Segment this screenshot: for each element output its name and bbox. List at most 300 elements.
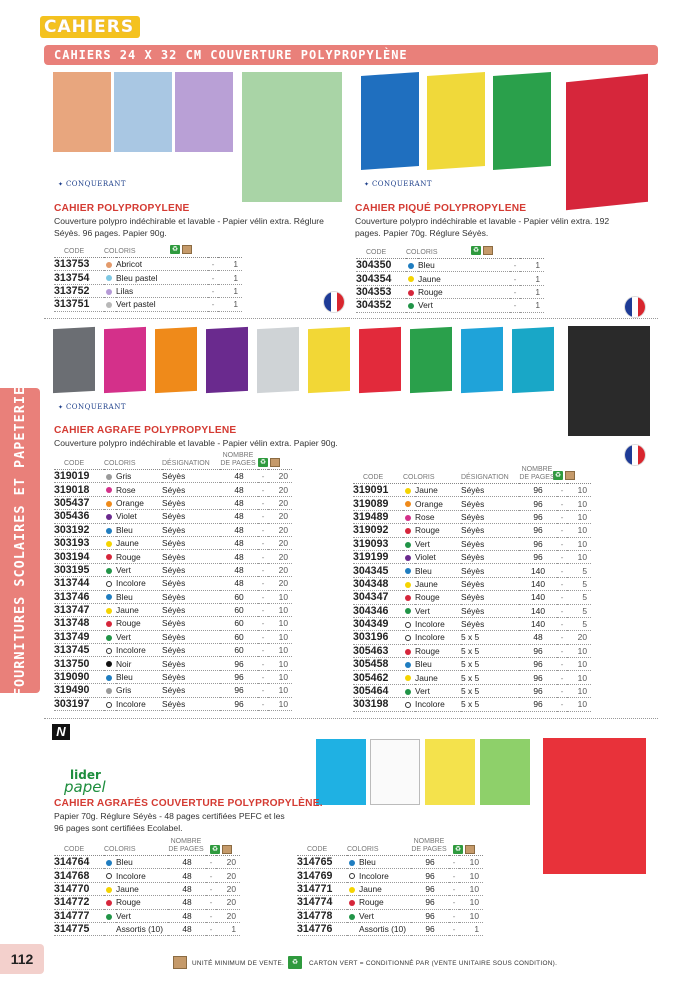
quantity-cell: 10 bbox=[567, 497, 591, 510]
designation-cell: 5 x 5 bbox=[461, 631, 519, 644]
notebook-image-noir bbox=[568, 326, 650, 436]
section-title: CAHIERS bbox=[40, 16, 140, 38]
quantity-cell: 20 bbox=[268, 510, 292, 523]
brand-logo: ✦ CONQUERANT bbox=[364, 180, 432, 188]
designation-cell: Séyès bbox=[461, 564, 519, 577]
coloris-cell: Vert bbox=[415, 537, 461, 550]
quantity-cell: 1 bbox=[218, 298, 242, 311]
table-row bbox=[353, 671, 591, 684]
coloris-cell: Jaune bbox=[116, 536, 162, 549]
quantity-cell: 10 bbox=[567, 550, 591, 563]
quantity-cell: 10 bbox=[268, 603, 292, 616]
product-code: 313753 bbox=[54, 258, 104, 271]
product-code: 304348 bbox=[353, 577, 403, 590]
color-dot-cell bbox=[104, 271, 116, 284]
quantity-cell: 10 bbox=[459, 882, 483, 895]
quantity-cell: 10 bbox=[268, 590, 292, 603]
color-dot bbox=[405, 662, 411, 668]
dash-cell: - bbox=[258, 523, 268, 536]
table-row bbox=[54, 617, 292, 630]
pages-cell: 96 bbox=[519, 484, 557, 497]
header-pages: NOMBRE DE PAGES bbox=[220, 452, 258, 470]
designation-cell: Séyès bbox=[162, 697, 220, 710]
pages-cell: 96 bbox=[519, 684, 557, 697]
coloris-cell: Incolore bbox=[116, 697, 162, 710]
product-code: 303198 bbox=[353, 698, 403, 711]
dash-cell: - bbox=[557, 631, 567, 644]
coloris-cell: Jaune bbox=[359, 882, 411, 895]
green-carton-icon: ♻ bbox=[454, 846, 462, 854]
quantity-cell: 20 bbox=[216, 869, 240, 882]
pages-cell: 96 bbox=[220, 657, 258, 670]
color-dot bbox=[106, 581, 112, 587]
table-row bbox=[297, 882, 483, 895]
color-dot bbox=[106, 289, 112, 295]
notebook-image-rouge bbox=[566, 74, 648, 211]
pages-cell: 48 bbox=[220, 550, 258, 563]
quantity-cell: 10 bbox=[459, 909, 483, 922]
dash-cell: - bbox=[449, 869, 459, 882]
color-dot bbox=[405, 622, 411, 628]
designation-cell: Séyès bbox=[162, 644, 220, 657]
header-qty bbox=[216, 838, 240, 856]
color-dot bbox=[106, 675, 112, 681]
color-dot bbox=[106, 661, 112, 667]
notebook-image-incolore bbox=[257, 327, 299, 393]
notebook-image-gris bbox=[53, 327, 95, 393]
dash-cell: - bbox=[449, 856, 459, 869]
product-table bbox=[356, 249, 544, 313]
color-dot bbox=[405, 649, 411, 655]
header-spacer bbox=[449, 838, 459, 856]
product-code: 305437 bbox=[54, 496, 104, 509]
product-code: 313744 bbox=[54, 577, 104, 590]
coloris-cell: Gris bbox=[116, 470, 162, 483]
color-dot bbox=[405, 608, 411, 614]
color-dot bbox=[408, 303, 414, 309]
notebook-image-jaune bbox=[308, 327, 350, 393]
table-row bbox=[297, 896, 483, 909]
pages-cell: 140 bbox=[519, 617, 557, 630]
pages-cell: 48 bbox=[168, 922, 206, 935]
table-row bbox=[54, 510, 292, 523]
quantity-cell: 10 bbox=[567, 510, 591, 523]
table-row bbox=[54, 550, 292, 563]
designation-cell: 5 x 5 bbox=[461, 684, 519, 697]
table-row bbox=[54, 298, 242, 311]
header-coloris: COLORIS bbox=[104, 838, 168, 856]
product-code: 303196 bbox=[353, 631, 403, 644]
quantity-cell: 20 bbox=[268, 536, 292, 549]
color-dot bbox=[106, 594, 112, 600]
color-dot bbox=[405, 501, 411, 507]
dash-cell: - bbox=[557, 524, 567, 537]
designation-cell: Séyès bbox=[162, 483, 220, 496]
quantity-cell: 20 bbox=[268, 470, 292, 483]
notebook-image-lilas bbox=[175, 72, 233, 152]
coloris-cell: Vert bbox=[418, 299, 510, 312]
designation-cell: Séyès bbox=[162, 563, 220, 576]
dash-cell: - bbox=[258, 536, 268, 549]
table-row bbox=[353, 564, 591, 577]
color-dot bbox=[349, 873, 355, 879]
dash-cell: - bbox=[557, 658, 567, 671]
table-row bbox=[353, 510, 591, 523]
product-code: 305462 bbox=[353, 671, 403, 684]
color-dot-cell bbox=[104, 483, 116, 496]
quantity-cell: 20 bbox=[268, 563, 292, 576]
quantity-cell: 5 bbox=[567, 617, 591, 630]
color-dot bbox=[106, 860, 112, 866]
color-dot-cell bbox=[104, 298, 116, 311]
color-dot bbox=[405, 528, 411, 534]
product-description: Couverture polypro indéchirable et lavable - Papier vélin extra. 192 pages. Papier 70g. Réglure Séyès. bbox=[355, 216, 610, 238]
pages-cell: 48 bbox=[168, 909, 206, 922]
pages-cell: 48 bbox=[168, 856, 206, 869]
table-row bbox=[353, 591, 591, 604]
dash-cell: - bbox=[258, 603, 268, 616]
coloris-cell: Incolore bbox=[116, 869, 168, 882]
product-code: 313749 bbox=[54, 630, 104, 643]
table-row bbox=[297, 909, 483, 922]
color-dot-cell bbox=[347, 882, 359, 895]
product-code: 303192 bbox=[54, 523, 104, 536]
pages-cell: 96 bbox=[411, 922, 449, 935]
designation-cell: Séyès bbox=[162, 617, 220, 630]
table-row bbox=[54, 603, 292, 616]
coloris-cell: Rose bbox=[116, 483, 162, 496]
quantity-cell: 20 bbox=[216, 882, 240, 895]
pages-cell: 140 bbox=[519, 577, 557, 590]
dash-cell: - bbox=[206, 869, 216, 882]
header-qty bbox=[520, 249, 544, 259]
color-dot-cell bbox=[403, 564, 415, 577]
green-carton-icon: ♻ bbox=[472, 247, 480, 255]
pages-cell: 48 bbox=[220, 577, 258, 590]
pages-cell: 96 bbox=[411, 909, 449, 922]
product-code: 305463 bbox=[353, 644, 403, 657]
coloris-cell: Gris bbox=[116, 684, 162, 697]
france-flag-icon bbox=[625, 445, 645, 465]
coloris-cell: Incolore bbox=[359, 869, 411, 882]
color-dot-cell bbox=[104, 536, 116, 549]
dash-cell: - bbox=[557, 591, 567, 604]
product-title: CAHIER AGRAFÉS COUVERTURE POLYPROPYLÈNE. bbox=[54, 798, 323, 809]
designation-cell: Séyès bbox=[461, 577, 519, 590]
coloris-cell: Bleu bbox=[116, 523, 162, 536]
table-header bbox=[54, 248, 242, 258]
designation-cell: 5 x 5 bbox=[461, 671, 519, 684]
quantity-cell: 1 bbox=[520, 272, 544, 285]
coloris-cell: Incolore bbox=[116, 644, 162, 657]
product-code: 313752 bbox=[54, 284, 104, 297]
header-spacer bbox=[510, 249, 520, 259]
color-dot-cell bbox=[104, 670, 116, 683]
table-row bbox=[353, 524, 591, 537]
table-row bbox=[54, 869, 240, 882]
designation-cell: Séyès bbox=[162, 470, 220, 483]
coloris-cell: Jaune bbox=[415, 484, 461, 497]
product-code: 314774 bbox=[297, 896, 347, 909]
dash-cell: - bbox=[557, 564, 567, 577]
coloris-cell: Jaune bbox=[418, 272, 510, 285]
quantity-cell: 1 bbox=[218, 271, 242, 284]
product-description: Couverture polypro indéchirable et lavable - Papier vélin extra. Papier 90g. bbox=[54, 438, 338, 448]
quantity-cell: 20 bbox=[216, 856, 240, 869]
table-row bbox=[297, 869, 483, 882]
notebook-image-incolore bbox=[370, 739, 420, 805]
pages-cell: 60 bbox=[220, 644, 258, 657]
table-row bbox=[353, 631, 591, 644]
dash-cell: - bbox=[258, 483, 268, 496]
quantity-cell: 5 bbox=[567, 577, 591, 590]
color-dot-cell bbox=[347, 856, 359, 869]
quantity-cell: 10 bbox=[567, 537, 591, 550]
dash-cell: - bbox=[557, 671, 567, 684]
color-dot bbox=[106, 568, 112, 574]
table-row bbox=[54, 697, 292, 710]
color-dot bbox=[405, 515, 411, 521]
color-dot bbox=[106, 501, 112, 507]
table-row bbox=[54, 882, 240, 895]
color-dot bbox=[106, 873, 112, 879]
brand-logo: ✦ CONQUERANT bbox=[58, 180, 126, 188]
table-row bbox=[356, 272, 544, 285]
dash-cell: - bbox=[258, 617, 268, 630]
lider-papel-logo bbox=[52, 770, 106, 794]
page-number: 112 bbox=[0, 944, 44, 974]
designation-cell: 5 x 5 bbox=[461, 658, 519, 671]
product-table-right bbox=[297, 838, 483, 936]
quantity-cell: 5 bbox=[567, 564, 591, 577]
table-row bbox=[54, 922, 240, 935]
pages-cell: 60 bbox=[220, 590, 258, 603]
subsection-banner: CAHIERS 24 X 32 CM COUVERTURE POLYPROPYLÈNE bbox=[44, 45, 658, 65]
color-dot-cell bbox=[403, 644, 415, 657]
notebook-image-orange bbox=[155, 327, 197, 393]
designation-cell: Séyès bbox=[162, 630, 220, 643]
product-code: 313748 bbox=[54, 617, 104, 630]
table-row bbox=[356, 285, 544, 298]
quantity-cell: 1 bbox=[459, 922, 483, 935]
quantity-cell: 10 bbox=[567, 524, 591, 537]
color-dot-cell bbox=[104, 510, 116, 523]
dash-cell: - bbox=[557, 644, 567, 657]
product-code: 313751 bbox=[54, 298, 104, 311]
color-dot bbox=[106, 914, 112, 920]
color-dot-cell bbox=[403, 591, 415, 604]
notebook-image-jaune bbox=[427, 72, 485, 170]
color-dot bbox=[106, 514, 112, 520]
coloris-cell: Noir bbox=[116, 657, 162, 670]
product-code: 319489 bbox=[353, 510, 403, 523]
color-dot bbox=[106, 900, 112, 906]
pages-cell: 48 bbox=[220, 496, 258, 509]
header-designation: DÉSIGNATION bbox=[162, 452, 220, 470]
dash-cell: - bbox=[557, 604, 567, 617]
coloris-cell: Lilas bbox=[116, 284, 208, 297]
pages-cell: 96 bbox=[519, 671, 557, 684]
designation-cell: Séyès bbox=[461, 484, 519, 497]
quantity-cell: 20 bbox=[567, 631, 591, 644]
color-dot-cell bbox=[104, 603, 116, 616]
coloris-cell: Vert bbox=[116, 563, 162, 576]
product-code: 319018 bbox=[54, 483, 104, 496]
dash-cell: - bbox=[258, 470, 268, 483]
pages-cell: 96 bbox=[519, 658, 557, 671]
table-row bbox=[54, 577, 292, 590]
dash-cell: - bbox=[206, 909, 216, 922]
pages-cell: 60 bbox=[220, 603, 258, 616]
quantity-cell: 10 bbox=[567, 684, 591, 697]
header-code: CODE bbox=[356, 249, 406, 259]
color-dot-cell bbox=[104, 617, 116, 630]
green-carton-icon: ♻ bbox=[554, 472, 562, 480]
table-header bbox=[54, 452, 292, 470]
dash-cell: - bbox=[258, 550, 268, 563]
pages-cell: 48 bbox=[168, 896, 206, 909]
color-dot-cell bbox=[406, 285, 418, 298]
quantity-cell: 20 bbox=[216, 896, 240, 909]
product-title: CAHIER POLYPROPYLENE bbox=[54, 203, 190, 214]
coloris-cell: Assortis (10) bbox=[359, 922, 411, 935]
table-row bbox=[353, 577, 591, 590]
table-row bbox=[297, 922, 483, 935]
dash-cell: - bbox=[206, 882, 216, 895]
header-coloris: COLORIS bbox=[347, 838, 411, 856]
designation-cell: Séyès bbox=[461, 510, 519, 523]
product-table-left bbox=[54, 838, 240, 936]
color-dot bbox=[405, 555, 411, 561]
quantity-cell: 10 bbox=[459, 856, 483, 869]
quantity-cell: 10 bbox=[268, 617, 292, 630]
quantity-cell: 20 bbox=[268, 496, 292, 509]
table-row bbox=[353, 617, 591, 630]
header-coloris: COLORIS bbox=[406, 249, 510, 259]
notebook-image-violet bbox=[206, 327, 248, 393]
dash-cell: - bbox=[449, 896, 459, 909]
color-dot bbox=[106, 487, 112, 493]
quantity-cell: 20 bbox=[268, 550, 292, 563]
product-code: 303193 bbox=[54, 536, 104, 549]
color-dot bbox=[106, 648, 112, 654]
notebook-image-abricot bbox=[53, 72, 111, 152]
color-dot bbox=[408, 290, 414, 296]
notebook-image-vert-pastel bbox=[242, 72, 342, 202]
product-title: CAHIER AGRAFE POLYPROPYLENE bbox=[54, 425, 237, 436]
color-dot-cell bbox=[104, 909, 116, 922]
color-dot bbox=[106, 554, 112, 560]
dash-cell: - bbox=[557, 577, 567, 590]
color-dot bbox=[408, 263, 414, 269]
table-row bbox=[54, 896, 240, 909]
notebook-image-jaune bbox=[425, 739, 475, 805]
table-row bbox=[353, 684, 591, 697]
sidebar-label: FOURNITURES SCOLAIRES ET PAPETERIE bbox=[12, 385, 28, 696]
coloris-cell: Incolore bbox=[415, 698, 461, 711]
dash-cell: - bbox=[557, 510, 567, 523]
product-code: 304354 bbox=[356, 272, 406, 285]
table-row bbox=[54, 909, 240, 922]
dash-cell: - bbox=[449, 922, 459, 935]
dash-cell: - bbox=[557, 617, 567, 630]
color-dot-cell bbox=[403, 671, 415, 684]
legend-unit: UNITÉ MINIMUM DE VENTE. bbox=[192, 960, 285, 967]
color-dot bbox=[405, 568, 411, 574]
quantity-cell: 10 bbox=[268, 684, 292, 697]
product-code: 319490 bbox=[54, 684, 104, 697]
quantity-cell: 10 bbox=[459, 869, 483, 882]
coloris-cell: Bleu bbox=[116, 670, 162, 683]
notebook-image-bleu-pastel bbox=[114, 72, 172, 152]
table-row bbox=[54, 590, 292, 603]
pages-cell: 96 bbox=[519, 510, 557, 523]
table-row bbox=[353, 497, 591, 510]
color-dot-cell bbox=[104, 630, 116, 643]
quantity-cell: 20 bbox=[216, 909, 240, 922]
table-row bbox=[353, 537, 591, 550]
quantity-cell: 10 bbox=[567, 484, 591, 497]
product-code: 303197 bbox=[54, 697, 104, 710]
coloris-cell: Vert bbox=[359, 909, 411, 922]
table-row bbox=[54, 684, 292, 697]
designation-cell: Séyès bbox=[461, 497, 519, 510]
dash-cell: - bbox=[258, 510, 268, 523]
notebook-image-bleu bbox=[316, 739, 366, 805]
table-header bbox=[353, 466, 591, 484]
coloris-cell: Abricot bbox=[116, 258, 208, 271]
color-dot bbox=[349, 887, 355, 893]
dash-cell: - bbox=[206, 896, 216, 909]
quantity-cell: 1 bbox=[520, 285, 544, 298]
green-carton-icon: ♻ bbox=[288, 956, 302, 969]
pages-cell: 96 bbox=[220, 697, 258, 710]
brand-logo: ✦ CONQUERANT bbox=[58, 403, 126, 411]
sidebar-category bbox=[0, 385, 40, 696]
dash-cell: - bbox=[258, 670, 268, 683]
coloris-cell: Rose bbox=[415, 510, 461, 523]
header-designation: DÉSIGNATION bbox=[461, 466, 519, 484]
quantity-cell: 20 bbox=[268, 483, 292, 496]
papel-text: papel bbox=[64, 778, 106, 796]
table-row bbox=[353, 604, 591, 617]
france-flag-icon bbox=[324, 292, 344, 312]
product-code: 314775 bbox=[54, 922, 104, 935]
pages-cell: 96 bbox=[519, 644, 557, 657]
table-row bbox=[54, 657, 292, 670]
dash-cell: - bbox=[208, 298, 218, 311]
coloris-cell: Assortis (10) bbox=[116, 922, 168, 935]
pages-cell: 96 bbox=[519, 537, 557, 550]
coloris-cell: Vert pastel bbox=[116, 298, 208, 311]
designation-cell: Séyès bbox=[162, 550, 220, 563]
header-spacer bbox=[206, 838, 216, 856]
pages-cell: 48 bbox=[220, 483, 258, 496]
color-dot-cell bbox=[104, 869, 116, 882]
header-code: CODE bbox=[54, 838, 104, 856]
color-dot-cell bbox=[403, 524, 415, 537]
dash-cell: - bbox=[557, 497, 567, 510]
header-pages: NOMBRE DE PAGES bbox=[519, 466, 557, 484]
table-row bbox=[54, 284, 242, 297]
pages-cell: 96 bbox=[519, 524, 557, 537]
product-code: 319092 bbox=[353, 524, 403, 537]
quantity-cell: 10 bbox=[268, 670, 292, 683]
table-row bbox=[54, 644, 292, 657]
product-table bbox=[54, 248, 242, 312]
quantity-cell: 10 bbox=[459, 896, 483, 909]
dash-cell: - bbox=[557, 698, 567, 711]
